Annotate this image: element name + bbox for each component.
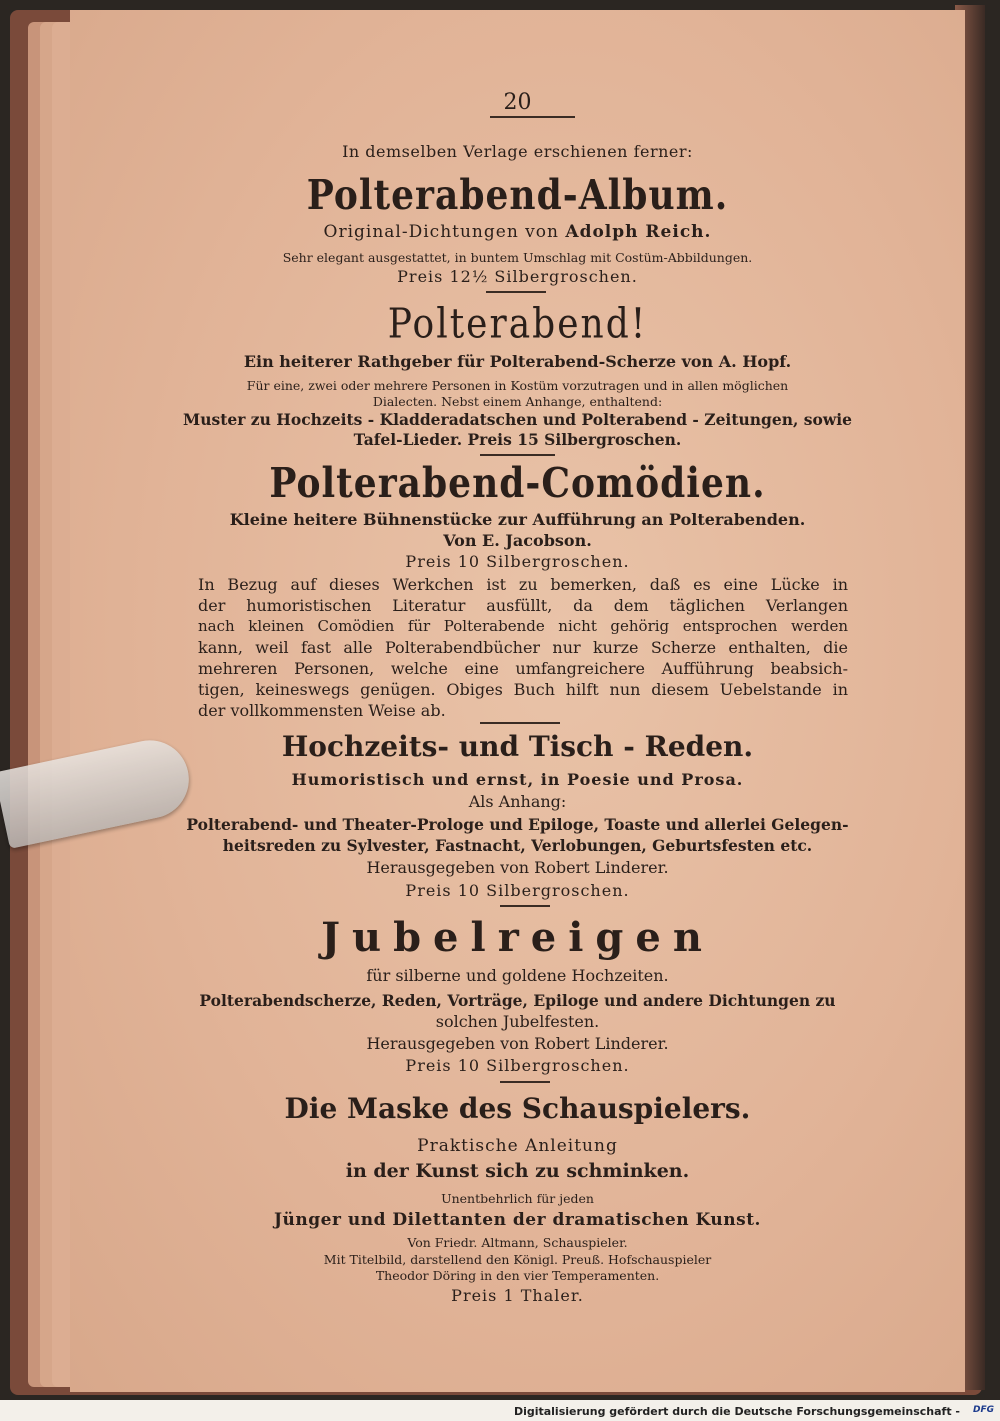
book6-author: Von Friedr. Altmann, Schauspieler. <box>407 1235 628 1250</box>
book5-editor: Herausgegeben von Robert Linderer. <box>366 1034 669 1053</box>
section-divider <box>480 454 555 456</box>
section-divider <box>486 291 546 293</box>
book3-author: Von E. Jacobson. <box>443 531 592 550</box>
book1-price: Preis 12½ Silbergroschen. <box>397 267 638 286</box>
book4-subtitle: Humoristisch und ernst, in Poesie und Prosa. <box>291 770 744 789</box>
book6-sub-1: Praktische Anleitung <box>417 1136 618 1156</box>
book5-line-2: solchen Jubelfesten. <box>435 1012 600 1031</box>
book2-title: Polterabend! <box>387 300 648 349</box>
book6-sub-2: in der Kunst sich zu schminken. <box>345 1160 690 1182</box>
book1-author: Adolph Reich. <box>565 222 712 242</box>
book2-subtitle: Ein heiterer Rathgeber für Polterabend-Scherze von A. Hopf. <box>243 352 792 371</box>
dfg-logo: DFG <box>972 1405 994 1415</box>
book6-price: Preis 1 Thaler. <box>451 1286 584 1305</box>
description-line: kann, weil fast alle Polterabendbücher nur kurze Scherze enthalten, die <box>198 638 848 657</box>
book6-sub-4: Jünger und Dilettanten der dramatischen Kunst. <box>274 1210 761 1230</box>
book5-subtitle: für silberne und goldene Hochzeiten. <box>366 966 669 985</box>
page-number: 20 <box>503 90 532 115</box>
book2-line-3: Muster zu Hochzeits - Kladderadatschen und Polterabend - Zeitungen, sowie <box>183 410 852 429</box>
book2-note-1: Für eine, zwei oder mehrere Personen in Kostüm vorzutragen und in allen möglichen <box>246 378 789 393</box>
book6-note-2: Theodor Döring in den vier Temperamenten. <box>375 1268 660 1283</box>
book5-price: Preis 10 Silbergroschen. <box>405 1056 630 1075</box>
book3-description <box>198 574 848 721</box>
description-line: der vollkommensten Weise ab. <box>198 701 446 720</box>
page-content <box>70 10 965 1392</box>
footer-bar <box>0 1401 1000 1421</box>
book-page <box>70 10 965 1392</box>
book6-note-1: Mit Titelbild, darstellend den Königl. Preuß. Hofschauspieler <box>323 1252 712 1267</box>
book1-note: Sehr elegant ausgestattet, in buntem Umschlag mit Costüm-Abbildungen. <box>282 250 753 265</box>
book4-title: Hochzeits- und Tisch - Reden. <box>281 730 754 763</box>
footer-credit: Digitalisierung gefördert durch die Deutsche Forschungsgemeinschaft - <box>513 1405 960 1418</box>
section-divider <box>480 722 560 724</box>
book1-subtitle-text: Original-Dichtungen von <box>323 222 566 242</box>
book3-price: Preis 10 Silbergroschen. <box>405 552 630 571</box>
book2-line-4: Tafel-Lieder. Preis 15 Silbergroschen. <box>353 430 682 449</box>
description-line: tigen, keineswegs genügen. Obiges Buch hilft nun diesem Uebelstande in <box>198 680 848 699</box>
book1-subtitle <box>70 222 965 242</box>
book6-title: Die Maske des Schauspielers. <box>284 1092 751 1125</box>
intro-line: In demselben Verlage erschienen ferner: <box>342 142 693 161</box>
book1-title: Polterabend-Album. <box>306 170 729 220</box>
description-line: der humoristischen Literatur ausfüllt, da dem täglichen Verlangen <box>198 596 848 615</box>
book6-sub-3: Unentbehrlich für jeden <box>441 1191 594 1206</box>
book5-line-1: Polterabendscherze, Reden, Vorträge, Epiloge und andere Dichtungen zu <box>199 991 836 1010</box>
section-divider <box>500 1081 550 1083</box>
description-line: In Bezug auf dieses Werkchen ist zu bemerken, daß es eine Lücke in <box>198 575 848 594</box>
book4-line-1: Polterabend- und Theater-Prologe und Epiloge, Toaste und allerlei Gelegen- <box>186 815 849 834</box>
book4-editor: Herausgegeben von Robert Linderer. <box>366 858 669 877</box>
section-divider <box>500 905 550 907</box>
book4-line-2: heitsreden zu Sylvester, Fastnacht, Verlobungen, Geburtsfesten etc. <box>222 836 813 855</box>
book2-note-2: Dialecten. Nebst einem Anhange, enthaltend: <box>372 394 663 409</box>
book4-appendix: Als Anhang: <box>468 792 567 811</box>
page-number-rule <box>490 116 575 118</box>
book5-title: Jubelreigen <box>321 914 714 961</box>
book4-price: Preis 10 Silbergroschen. <box>405 881 630 900</box>
book3-title: Polterabend-Comödien. <box>269 458 766 508</box>
description-line: mehreren Personen, welche eine umfangreichere Aufführung beabsich- <box>198 659 848 678</box>
description-line: nach kleinen Comödien für Polterabende nicht gehörig entsprochen werden <box>198 617 848 635</box>
book3-subtitle: Kleine heitere Bühnenstücke zur Aufführung an Polterabenden. <box>229 510 806 529</box>
